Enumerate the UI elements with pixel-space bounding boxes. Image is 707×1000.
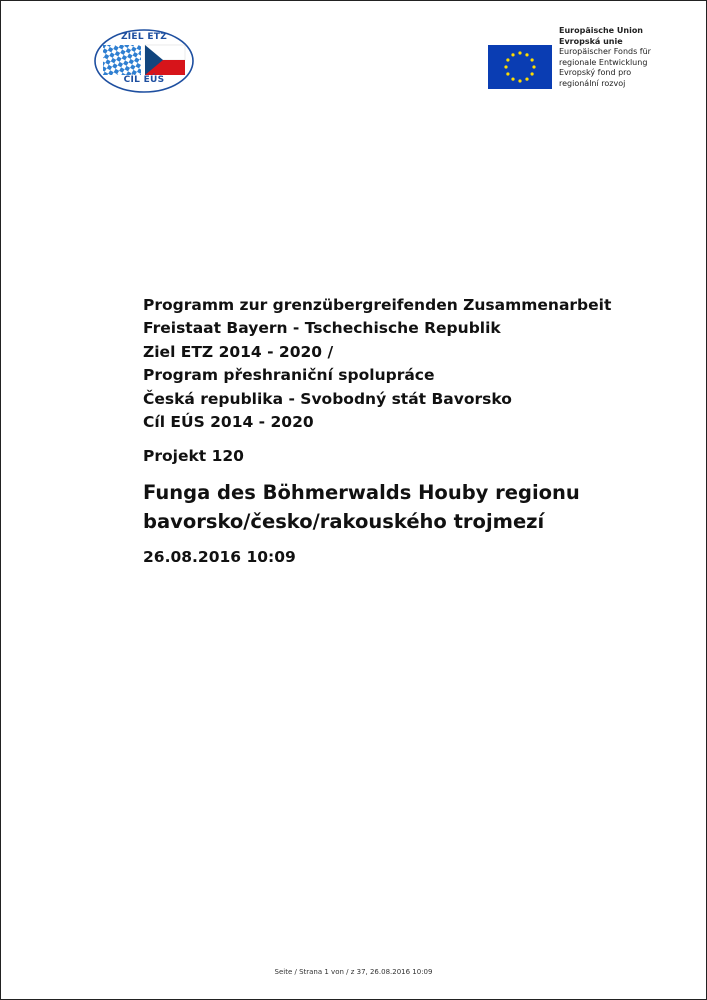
program-line-1: Programm zur grenzübergreifenden Zusammenarbeit <box>143 296 612 314</box>
logo-bottom-text: CÍL EÚS <box>123 75 165 85</box>
project-title-line-1: Funga des Böhmerwalds Houby regionu <box>143 481 580 505</box>
ziel-etz-logo <box>93 28 195 94</box>
eu-flag-icon <box>488 45 552 89</box>
eu-line-4: regionale Entwicklung <box>559 57 648 67</box>
eu-line-3: Europäischer Fonds für <box>559 47 651 57</box>
logo-top-text: ZIEL ETZ <box>120 32 168 42</box>
program-line-2: Freistaat Bayern - Tschechische Republik <box>143 319 501 338</box>
page-footer: Seite / Strana 1 von / z 37, 26.08.2016 10:09 <box>274 968 433 976</box>
eu-line-1: Europäische Union <box>559 26 644 35</box>
eu-line-6: regionální rozvoj <box>559 78 626 88</box>
project-date: 26.08.2016 10:09 <box>143 548 296 567</box>
title-block <box>143 294 683 566</box>
program-line-4: Program přeshraniční spolupráce <box>143 366 435 385</box>
program-line-6: Cíl EÚS 2014 - 2020 <box>143 413 314 432</box>
program-line-5: Česká republika - Svobodný stát Bavorsko <box>143 389 512 408</box>
eu-line-2: Evropská unie <box>559 36 623 46</box>
program-line-3: Ziel ETZ 2014 - 2020 / <box>143 342 334 361</box>
eu-line-5: Evropský fond pro <box>559 68 632 78</box>
eu-funding-text <box>559 26 651 90</box>
project-label: Projekt 120 <box>143 447 244 466</box>
project-title-line-2: bavorsko/česko/rakouského trojmezí <box>143 510 545 534</box>
